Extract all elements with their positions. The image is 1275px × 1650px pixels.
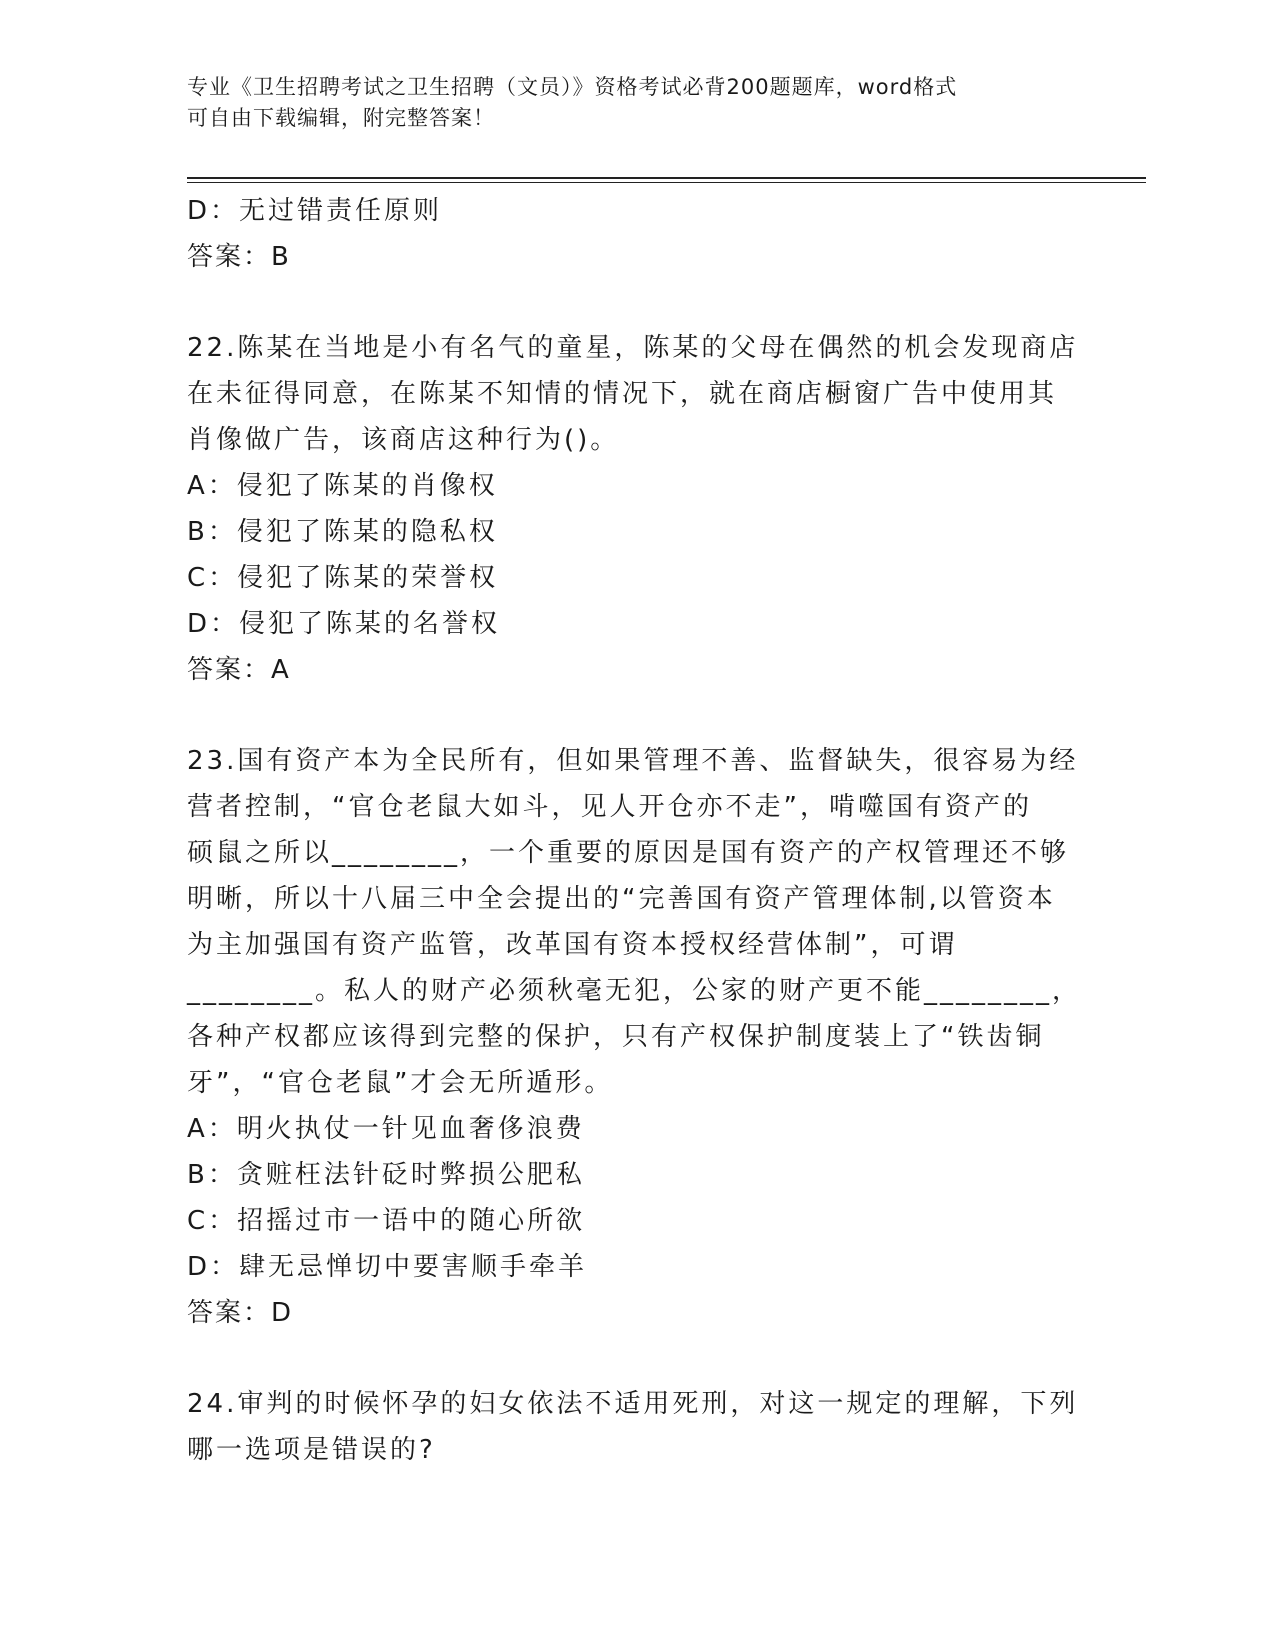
question-stem-line: 各种产权都应该得到完整的保护，只有产权保护制度装上了“铁齿铜 (187, 1022, 1045, 1052)
option-d: D：肆无忌惮切中要害顺手牵羊 (187, 1252, 588, 1282)
question-stem-line: 22.陈某在当地是小有名气的童星，陈某的父母在偶然的机会发现商店 (187, 333, 1079, 363)
header-rule-thin (187, 182, 1146, 183)
document-header (187, 72, 1087, 134)
question-24 (187, 1381, 1087, 1473)
option-b: B：贪赃枉法针砭时弊损公肥私 (187, 1160, 585, 1190)
question-22 (187, 325, 1087, 693)
header-rule-thick (187, 177, 1146, 179)
option-c: C：招摇过市一语中的随心所欲 (187, 1206, 586, 1236)
answer: 答案：D (187, 1298, 294, 1328)
option-a: A：侵犯了陈某的肖像权 (187, 471, 498, 501)
option-b: B：侵犯了陈某的隐私权 (187, 517, 498, 547)
question-stem-line: 为主加强国有资产监管，改革国有资本授权经营体制”，可谓 (187, 930, 958, 960)
question-stem-line: 哪一选项是错误的? (187, 1435, 436, 1465)
header-line-1: 专业《卫生招聘考试之卫生招聘（文员）》资格考试必背200题题库，word格式 (187, 75, 958, 99)
answer: 答案：B (187, 242, 291, 272)
question-23 (187, 738, 1087, 1336)
document-body (187, 188, 1087, 1473)
question-stem-line: 肖像做广告，该商店这种行为()。 (187, 425, 620, 455)
question-21-tail (187, 188, 1087, 280)
question-stem-line: 24.审判的时候怀孕的妇女依法不适用死刑，对这一规定的理解，下列 (187, 1389, 1079, 1419)
option-d: D：无过错责任原则 (187, 196, 443, 226)
question-stem-line: 牙”，“官仓老鼠”才会无所遁形。 (187, 1068, 614, 1098)
question-stem-line: 在未征得同意，在陈某不知情的情况下，就在商店橱窗广告中使用其 (187, 379, 1058, 409)
question-stem-line: ________。私人的财产必须秋毫无犯，公家的财产更不能________， (187, 976, 1082, 1006)
question-stem-line: 23.国有资产本为全民所有，但如果管理不善、监督缺失，很容易为经 (187, 746, 1079, 776)
option-a: A：明火执仗一针见血奢侈浪费 (187, 1114, 585, 1144)
option-d: D：侵犯了陈某的名誉权 (187, 609, 501, 639)
option-c: C：侵犯了陈某的荣誉权 (187, 563, 499, 593)
question-stem-line: 硕鼠之所以________，一个重要的原因是国有资产的产权管理还不够 (187, 838, 1070, 868)
question-stem-line: 营者控制，“官仓老鼠大如斗，见人开仓亦不走”，啃噬国有资产的 (187, 792, 1032, 822)
answer: 答案：A (187, 655, 291, 685)
header-line-2: 可自由下载编辑，附完整答案！ (187, 106, 495, 130)
question-stem-line: 明晰，所以十八届三中全会提出的“完善国有资产管理体制,以管资本 (187, 884, 1056, 914)
